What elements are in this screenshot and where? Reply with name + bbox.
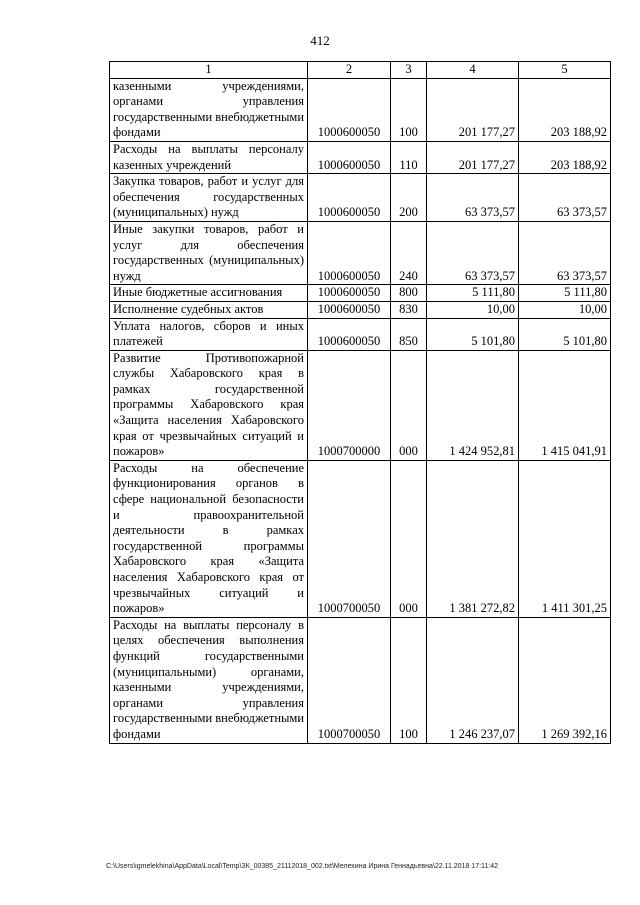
table-header-row bbox=[110, 62, 611, 79]
row-name: Уплата налогов, сборов и иных платежей bbox=[110, 318, 308, 350]
row-csr: 1000700050 bbox=[308, 617, 391, 743]
row-vr: 000 bbox=[391, 350, 427, 460]
column-header: 4 bbox=[427, 62, 519, 79]
row-sum-1: 5 101,80 bbox=[427, 318, 519, 350]
row-sum-2: 203 188,92 bbox=[519, 141, 611, 173]
row-csr: 1000700000 bbox=[308, 350, 391, 460]
row-csr: 1000600050 bbox=[308, 221, 391, 284]
row-sum-1: 10,00 bbox=[427, 301, 519, 318]
table-row bbox=[110, 460, 611, 617]
column-header: 5 bbox=[519, 62, 611, 79]
row-name: Расходы на выплаты персоналу в целях обеспечения выполнения функций государственными (муниципальными) органами, казенными учреждениями, органами управления государственными внебюджетными фондами bbox=[110, 617, 308, 743]
column-header: 2 bbox=[308, 62, 391, 79]
table-row bbox=[110, 78, 611, 141]
row-name: Иные бюджетные ассигнования bbox=[110, 285, 308, 302]
row-sum-2: 5 101,80 bbox=[519, 318, 611, 350]
row-vr: 100 bbox=[391, 617, 427, 743]
row-sum-2: 1 415 041,91 bbox=[519, 350, 611, 460]
row-sum-1: 1 246 237,07 bbox=[427, 617, 519, 743]
row-name: Расходы на обеспечение функционирования органов в сфере национальной безопасности и правоохранительной деятельности в рамках государственной программы Хабаровского края «Защита населения Хабаровского края от чрезвычайных ситуаций и пожаров» bbox=[110, 460, 308, 617]
row-sum-2: 5 111,80 bbox=[519, 285, 611, 302]
table-row bbox=[110, 285, 611, 302]
row-vr: 200 bbox=[391, 174, 427, 222]
table-row bbox=[110, 350, 611, 460]
row-csr: 1000600050 bbox=[308, 318, 391, 350]
row-vr: 850 bbox=[391, 318, 427, 350]
row-sum-2: 10,00 bbox=[519, 301, 611, 318]
row-vr: 110 bbox=[391, 141, 427, 173]
row-vr: 100 bbox=[391, 78, 427, 141]
table-row bbox=[110, 174, 611, 222]
row-name: Исполнение судебных актов bbox=[110, 301, 308, 318]
row-csr: 1000700050 bbox=[308, 460, 391, 617]
row-sum-2: 203 188,92 bbox=[519, 78, 611, 141]
row-csr: 1000600050 bbox=[308, 285, 391, 302]
row-sum-1: 63 373,57 bbox=[427, 221, 519, 284]
file-path-footer: C:\Users\igmelekhina\AppData\Local\Temp\ЗК_00385_21112018_002.txt\Мелехина Ирина Геннадьевна\22.11.2018 17:11:42 bbox=[106, 863, 499, 870]
row-sum-2: 1 269 392,16 bbox=[519, 617, 611, 743]
row-csr: 1000600050 bbox=[308, 141, 391, 173]
row-sum-1: 63 373,57 bbox=[427, 174, 519, 222]
column-header: 1 bbox=[110, 62, 308, 79]
table-row bbox=[110, 141, 611, 173]
table-row bbox=[110, 301, 611, 318]
row-vr: 240 bbox=[391, 221, 427, 284]
row-sum-1: 5 111,80 bbox=[427, 285, 519, 302]
row-csr: 1000600050 bbox=[308, 174, 391, 222]
page-number: 412 bbox=[310, 33, 330, 48]
row-sum-2: 63 373,57 bbox=[519, 174, 611, 222]
row-sum-1: 201 177,27 bbox=[427, 141, 519, 173]
row-sum-2: 63 373,57 bbox=[519, 221, 611, 284]
row-sum-1: 1 381 272,82 bbox=[427, 460, 519, 617]
row-sum-1: 1 424 952,81 bbox=[427, 350, 519, 460]
row-vr: 000 bbox=[391, 460, 427, 617]
table-row bbox=[110, 221, 611, 284]
row-sum-1: 201 177,27 bbox=[427, 78, 519, 141]
table-row bbox=[110, 617, 611, 743]
row-name: Развитие Противопожарной службы Хабаровского края в рамках государственной программы Хабаровского края «Защита населения Хабаровского края от чрезвычайных ситуаций и пожаров» bbox=[110, 350, 308, 460]
row-name: Закупка товаров, работ и услуг для обеспечения государственных (муниципальных) нужд bbox=[110, 174, 308, 222]
row-csr: 1000600050 bbox=[308, 78, 391, 141]
row-csr: 1000600050 bbox=[308, 301, 391, 318]
row-sum-2: 1 411 301,25 bbox=[519, 460, 611, 617]
table-row bbox=[110, 318, 611, 350]
row-name: Расходы на выплаты персоналу казенных учреждений bbox=[110, 141, 308, 173]
budget-table bbox=[109, 61, 611, 744]
row-name: казенными учреждениями, органами управления государственными внебюджетными фондами bbox=[110, 78, 308, 141]
column-header: 3 bbox=[391, 62, 427, 79]
row-vr: 800 bbox=[391, 285, 427, 302]
row-vr: 830 bbox=[391, 301, 427, 318]
row-name: Иные закупки товаров, работ и услуг для обеспечения государственных (муниципальных) нужд bbox=[110, 221, 308, 284]
